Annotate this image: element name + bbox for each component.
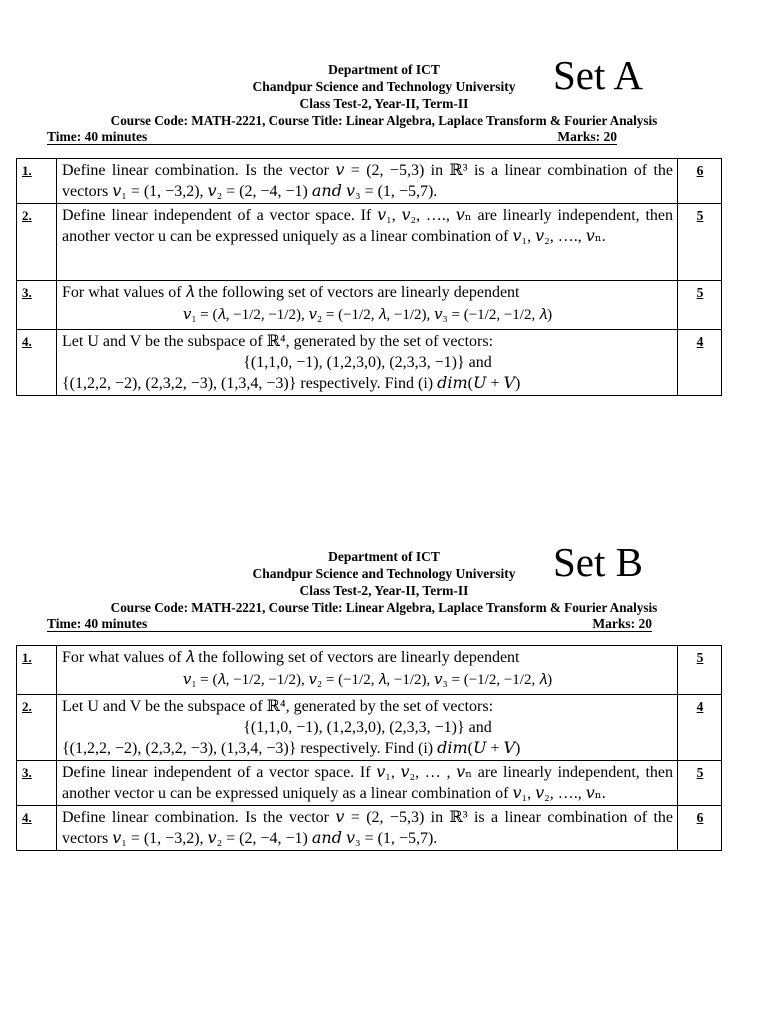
set-b-header	[0, 539, 768, 631]
question-text: For what values of 𝜆 the following set of vectors are linearly dependent	[62, 649, 520, 666]
question-number: 4.	[17, 806, 57, 851]
set-a-section	[0, 52, 768, 392]
class-test-info: Class Test-2, Year-II, Term-II	[299, 96, 469, 111]
set-b-questions-table	[16, 645, 722, 851]
question-cell	[57, 695, 678, 761]
question-number: 1.	[17, 159, 57, 204]
university-name: Chandpur Science and Technology University	[252, 79, 516, 94]
question-text: Define linear combination. Is the vector 𝑣 = (2, −5,3) in ℝ³ is a linear combination of the vectors 𝑣₁ = (1, −3,2), 𝑣₂ = (2, −4, −1) 𝑎𝑛𝑑 𝑣₃ = (1, −5,7).	[57, 806, 678, 851]
vector-set-u: {(1,1,0, −1), (1,2,3,0), (2,3,3, −1)} and	[243, 354, 492, 371]
question-number: 1.	[17, 646, 57, 695]
set-a-header	[0, 52, 768, 144]
question-text: For what values of 𝜆 the following set of vectors are linearly dependent	[62, 284, 520, 301]
department-title: Department of ICT	[328, 549, 440, 564]
table-row	[17, 695, 722, 761]
question-marks: 6	[678, 806, 722, 851]
question-marks: 4	[678, 330, 722, 396]
time-marks-bar	[47, 616, 652, 632]
university-name: Chandpur Science and Technology University	[252, 566, 516, 581]
question-marks: 6	[678, 159, 722, 204]
question-cell	[57, 646, 678, 695]
set-b-section	[0, 539, 768, 847]
question-number: 4.	[17, 330, 57, 396]
question-text: Define linear combination. Is the vector 𝑣 = (2, −5,3) in ℝ³ is a linear combination of the vectors 𝑣₁ = (1, −3,2), 𝑣₂ = (2, −4, −1) 𝑎𝑛𝑑 𝑣₃ = (1, −5,7).	[57, 159, 678, 204]
vector-set-u: {(1,1,0, −1), (1,2,3,0), (2,3,3, −1)} and	[243, 719, 492, 736]
question-number: 2.	[17, 204, 57, 281]
table-row	[17, 204, 722, 281]
set-label: Set A	[553, 52, 643, 98]
question-cell	[57, 281, 678, 330]
question-marks: 4	[678, 695, 722, 761]
vector-formula: 𝑣₁ = (𝜆, −1/2, −1/2), 𝑣₂ = (−1/2, 𝜆, −1/2), 𝑣₃ = (−1/2, −1/2, 𝜆)	[182, 307, 553, 323]
question-number: 2.	[17, 695, 57, 761]
time-label: Time: 40 minutes	[47, 129, 148, 144]
class-test-info: Class Test-2, Year-II, Term-II	[299, 583, 469, 598]
table-row	[17, 159, 722, 204]
marks-label: Marks: 20	[592, 616, 652, 631]
question-marks: 5	[678, 646, 722, 695]
question-number: 3.	[17, 761, 57, 806]
question-text: Let U and V be the subspace of ℝ⁴, generated by the set of vectors:	[62, 333, 494, 350]
question-text: Let U and V be the subspace of ℝ⁴, generated by the set of vectors:	[62, 698, 494, 715]
time-label: Time: 40 minutes	[47, 616, 148, 631]
vector-set-v: {(1,2,2, −2), (2,3,2, −3), (1,3,4, −3)} respectively. Find (i) 𝑑𝑖𝑚(𝑈 + 𝑉)	[62, 375, 521, 392]
set-label: Set B	[553, 539, 643, 585]
question-cell	[57, 330, 678, 396]
question-marks: 5	[678, 281, 722, 330]
set-a-questions-table	[16, 158, 722, 396]
table-row	[17, 281, 722, 330]
table-row	[17, 646, 722, 695]
question-number: 3.	[17, 281, 57, 330]
question-text: Define linear independent of a vector space. If 𝑣₁, 𝑣₂, … , 𝑣ₙ are linearly independent, then another vector u can be expressed uniquely as a linear combination of 𝑣₁, 𝑣₂, …., 𝑣ₙ.	[57, 761, 678, 806]
course-info: Course Code: MATH-2221, Course Title: Linear Algebra, Laplace Transform & Fourier Analysis	[110, 600, 658, 615]
vector-formula: 𝑣₁ = (𝜆, −1/2, −1/2), 𝑣₂ = (−1/2, 𝜆, −1/2), 𝑣₃ = (−1/2, −1/2, 𝜆)	[182, 672, 553, 688]
question-text: Define linear independent of a vector space. If 𝑣₁, 𝑣₂, …., 𝑣ₙ are linearly independent, then another vector u can be expressed uniquely as a linear combination of 𝑣₁, 𝑣₂, …., 𝑣ₙ.	[57, 204, 678, 281]
table-row	[17, 806, 722, 851]
table-row	[17, 330, 722, 396]
course-info: Course Code: MATH-2221, Course Title: Linear Algebra, Laplace Transform & Fourier Analysis	[110, 113, 658, 128]
table-row	[17, 761, 722, 806]
time-marks-bar	[47, 129, 617, 145]
department-title: Department of ICT	[328, 62, 440, 77]
marks-label: Marks: 20	[557, 129, 617, 144]
question-marks: 5	[678, 761, 722, 806]
question-marks: 5	[678, 204, 722, 281]
vector-set-v: {(1,2,2, −2), (2,3,2, −3), (1,3,4, −3)} respectively. Find (i) 𝑑𝑖𝑚(𝑈 + 𝑉)	[62, 740, 521, 757]
